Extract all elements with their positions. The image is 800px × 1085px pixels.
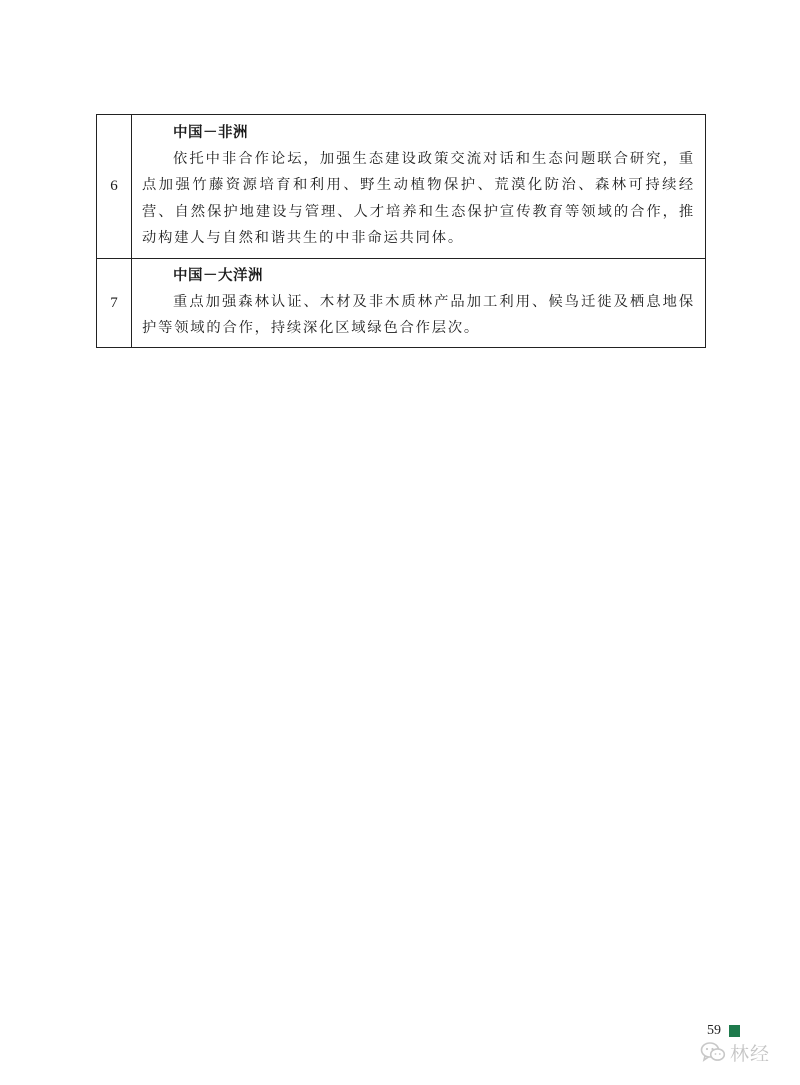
region-title: 中国－非洲 — [173, 124, 248, 141]
row-number: 6 — [97, 115, 132, 259]
row-content — [132, 115, 706, 259]
region-description: 依托中非合作论坛，加强生态建设政策交流对话和生态问题联合研究，重点加强竹藤资源培育和利用、野生动植物保护、荒漠化防治、森林可持续经营、自然保护地建设与管理、人才培养和生态保护宣传教育等领域的合作，推动构建人与自然和谐共生的中非命运共同体。 — [142, 150, 695, 246]
table-row — [97, 259, 706, 348]
row-number: 7 — [97, 259, 132, 348]
page-number: 59 — [707, 1023, 721, 1038]
region-description: 重点加强森林认证、木材及非木质林产品加工利用、候鸟迁徙及栖息地保护等领域的合作，持续深化区域绿色合作层次。 — [142, 293, 695, 336]
wechat-icon — [700, 1041, 726, 1063]
page-marker — [729, 1025, 740, 1037]
row-content — [132, 259, 706, 348]
watermark — [700, 1040, 770, 1064]
table-row — [97, 115, 706, 259]
cooperation-table — [96, 114, 706, 348]
watermark-text: 林经 — [730, 1042, 771, 1065]
region-title: 中国－大洋洲 — [173, 267, 263, 284]
